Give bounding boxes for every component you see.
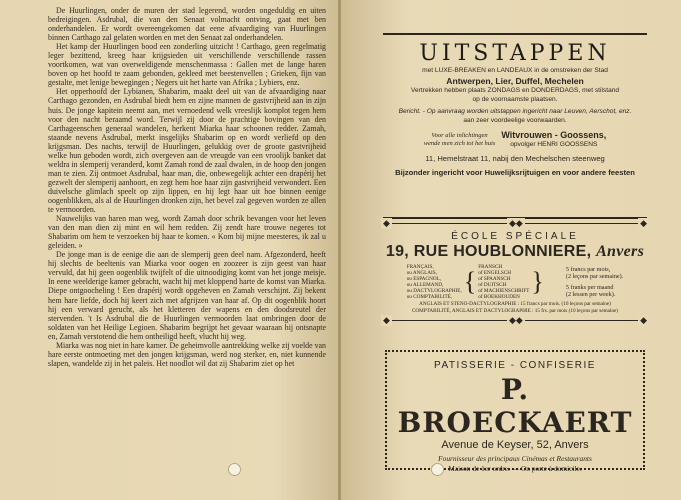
ad-uitstappen-company: Witvrouwen - Goossens, [501,130,607,140]
ornament-rule [383,316,647,326]
binding-hole [228,463,241,476]
course-item: of ENGELSCH [478,270,511,276]
diamond-ornament-icon: ◆ [383,218,390,228]
course-item: FRANSCH [478,264,503,270]
ad-uitstappen-cities: Antwerpen, Lier, Duffel, Mechelen [446,76,584,86]
ad-uitstappen-notice: Bericht. - Op aanvraag worden uitstappen ingericht naar Leuven, Aerschot, enz. [398,108,632,115]
ad-ecole-speciale [383,219,647,339]
ad-uitstappen-info-line: wende men zich tot het huis [423,139,496,147]
course-item: of SPAANSCH [478,276,511,282]
binding-hole [431,463,444,476]
ad-uitstappen-line: aan zeer voordeelige voorwaarden. [463,117,567,124]
ad-ecole-courses-fr [407,264,462,300]
ad-ecole-courses-nl [478,264,529,300]
ad-ecole-city: Anvers [596,243,645,260]
course-item: ou ALLEMAND, [406,282,444,288]
ad-uitstappen-info-line: Voor alle inlichtingen [431,132,488,139]
course-item: of BOEKHOUDEN [478,294,520,300]
ad-uitstappen-company-sub: opvolger HENRI GOOSSENS [510,141,598,148]
story-paragraph: Het opperhoofd der Lybianen, Shabarim, maakt deel uit van de afvaardiging naar Carthago gezonden, en Asdrubal biedt hem en zijne mannen de gastvrijheid aan in zijn huis. De jonge kapitein neemt aan, met vernoedend welk vreeslijk komplot tegen hem voor den nacht beraamd word. Terwijl zij door de prachtige bovingen van den Carthageenschen generaal wandelen, herkent Miarka haar schoonen redder. Zamah, staande nevens Asdrubal, merkt insgelijks Shabarim op en wordt verliefd op den krijgsman. Des nachts, terwijl de Huurlingen, gelukkig over de groote gastvrijheid welke hun geboden wordt, zich overgeven aan de vreugde van een vroolijk banket dat weldra in slemperij veranderd, komt Zamah rond de zaal dwalen, in de hoop den jongen man te zien. Zij ontmoet Asdrubal, haar man, die, onbewegelijk achter een drapérij het gezwelt der slemperij aanhoort, en zegt hem hoe haar zijn gastvrijheid verwondert. Een duivelsche glimlach speelt op zijn lippen, en hij legt haar uit hoe binnen eenige oogenblikken, als al de Huurlingen dronken zijn, het bevel zal gegeven worden ze allen te vermoorden. [48,87,326,215]
ad-ecole-street: 19, RUE HOUBLONNIERE, [385,243,592,260]
ad-ecole-title [383,243,647,261]
price-line: (2 leçons par semaine). [565,272,624,280]
course-item: of MACHIENSCHRIFT [478,288,530,294]
ad-broeckaert-category: PATISSERIE - CONFISERIE [434,360,596,371]
course-item: ou DACTYLOGRAPHIE, [406,288,462,294]
ad-ecole-prices [566,266,623,299]
ad-broeckaert-supplier: Fournisseur des principaux Cinémas et Restaurants [438,454,592,463]
diamond-ornament-icon: ◆ [383,315,390,325]
ad-uitstappen-address: 11, Hemelstraat 11, nabij den Mechelschen steenweg [425,154,605,163]
diamond-ornament-icon: ◆◆ [509,315,523,325]
price-line: 5 francs par mois, [565,265,611,273]
ad-broeckaert-address: Avenue de Keyser, 52, Anvers [441,439,589,451]
ad-uitstappen-company-block [501,130,606,149]
ad-uitstappen-special: Bijzonder ingericht voor Huwelijksrijtuigen en voor andere feesten [395,168,635,177]
left-page [0,0,340,500]
ad-ecole-fine-print [383,301,647,314]
price-line: 5 franks per maand [565,284,614,291]
story-paragraph: De Huurlingen, onder de muren der stad legerend, worden ongeduldig en uiten bedreigingen. Asdrubal, die van den Senaat volmacht ontving, gaat met ben onderhandelen. Er wordt overeengekomen dat eene afvaardiging van Huurlingen binnen Carthago zal gelaten worden en met den Senaat zal onderhandelen. [48,6,326,43]
course-item: FRANÇAIS, [406,264,434,270]
ad-uitstappen-contact [383,130,647,149]
story-paragraph: Het kamp der Huurlingen bood een zonderling uitzicht ! Carthago, geen regelmatig leger bezittend, kreeg haar krijgsieden uit verschillende verschillende rassen voortkomen, wat van overweldigende menschenmassa : Gallen met de lange haren boven op het hoofd te zaam gebonden, gekleed met beestenvellen ; Grieken, fijn van gestalte, met lenige bewegingen ; Negers uit het harte van Afrika ; Lybiers, enz. [48,42,326,88]
price-line: (2 lessen per week). [565,291,616,299]
ornament-rule [383,219,647,229]
right-page [341,0,681,500]
ad-uitstappen [383,33,647,219]
fine-print-line: COMPTABILITÉ, ANGLAIS ET DACTYLOGRAPHIE : 15 frs. par mois (10 leçons par semaine) [411,307,619,314]
brace-icon: { [463,267,477,296]
ad-broeckaert [385,350,645,473]
ad-ecole-heading: ÉCOLE SPÉCIALE [451,231,579,242]
course-item: ou ANGLAIS, [406,270,437,276]
fine-print-line: ANGLAIS ET STENO-DACTYLOGRAPHIE : 15 francs par mois. (10 leçons par semaine) [419,301,611,307]
diamond-ornament-icon: ◆ [640,218,647,228]
story-paragraph: Nauwelijks van haren man weg, wordt Zamah door schrik bevangen voor het leven van den man dien zij mint en wil hem redden. Zij zendt hare trouwe negeres tot Shabarim om hem te verzoeken bij haar te komen. « Kom bij mijne meesteres, ik zal u geleiden. » [48,214,326,251]
diamond-ornament-icon: ◆ [640,315,647,325]
ad-uitstappen-line: Vertrekken hebben plaats ZONDAGS en DONDERDAGS, met stilstand [410,87,620,94]
story-paragraph: De jonge man is de eenige die aan de slemperij geen deel nam. Afgezonderd, heeft hij slechts de beeltenis van Miarka voor oogen en zoozeer is zijn geest van haar vervuld, dat hij geen oogenblik twijfelt of die uitnoodiging komt van het jonge meisje. In eene weelderige kamer gebracht, wacht hij met kloppend harte de komst van Miarka. Diepe ontgoocheling ! Een drapérij wordt opgeheven en Zamah verschijnt. Zij bekent hem hare liefde, doch hij keert zich met afgrijzen van haar af. Op dit oogenblik hoort hij een verward gerucht, als het kletteren der wapens en den doodsreutel der stervenden. 't Is Asdrubal die de Huurlingen vermoorden laat ombringen door de soldaten van het Heilige Legioen. Shabarim begrijpt het gevaar waaraan hij ontsnapte en, Zamah verstotend die hem ontheiligd heeft, vlucht hij weg. [48,250,326,341]
diamond-ornament-icon: ◆◆ [509,218,523,228]
story-text [48,6,326,368]
ad-uitstappen-title: UITSTAPPEN [419,41,611,66]
ad-broeckaert-house: Maison de 1er ordre. — On porte à domicile. [448,464,582,473]
story-paragraph: Miarka was nog niet in hare kamer. De geheimvolle aantrekking welke zij voelde van hare eerste ontmoeting met den jongen krijgsman, werd nog sterker, en, niet kunnende slapen, wandelde zij in het paleis. Het noodlot wil dat zij Shabarim ziet op het [48,340,326,368]
ad-uitstappen-line: op de voornaamste plaatsen. [472,96,558,103]
course-item: ou COMPTABILITÉ, [406,294,453,300]
ad-uitstappen-info [424,132,496,147]
ad-ecole-courses [383,264,647,300]
course-item: of DUITSCH [478,282,507,288]
course-item: ou ESPAGNOL, [406,276,442,282]
ad-uitstappen-line: met LUXE-BREAKEN en LANDEAUX in de omstreken der Stad [422,67,608,74]
ad-broeckaert-name: P. BROECKAERT [397,373,633,439]
brace-icon: } [531,267,544,296]
